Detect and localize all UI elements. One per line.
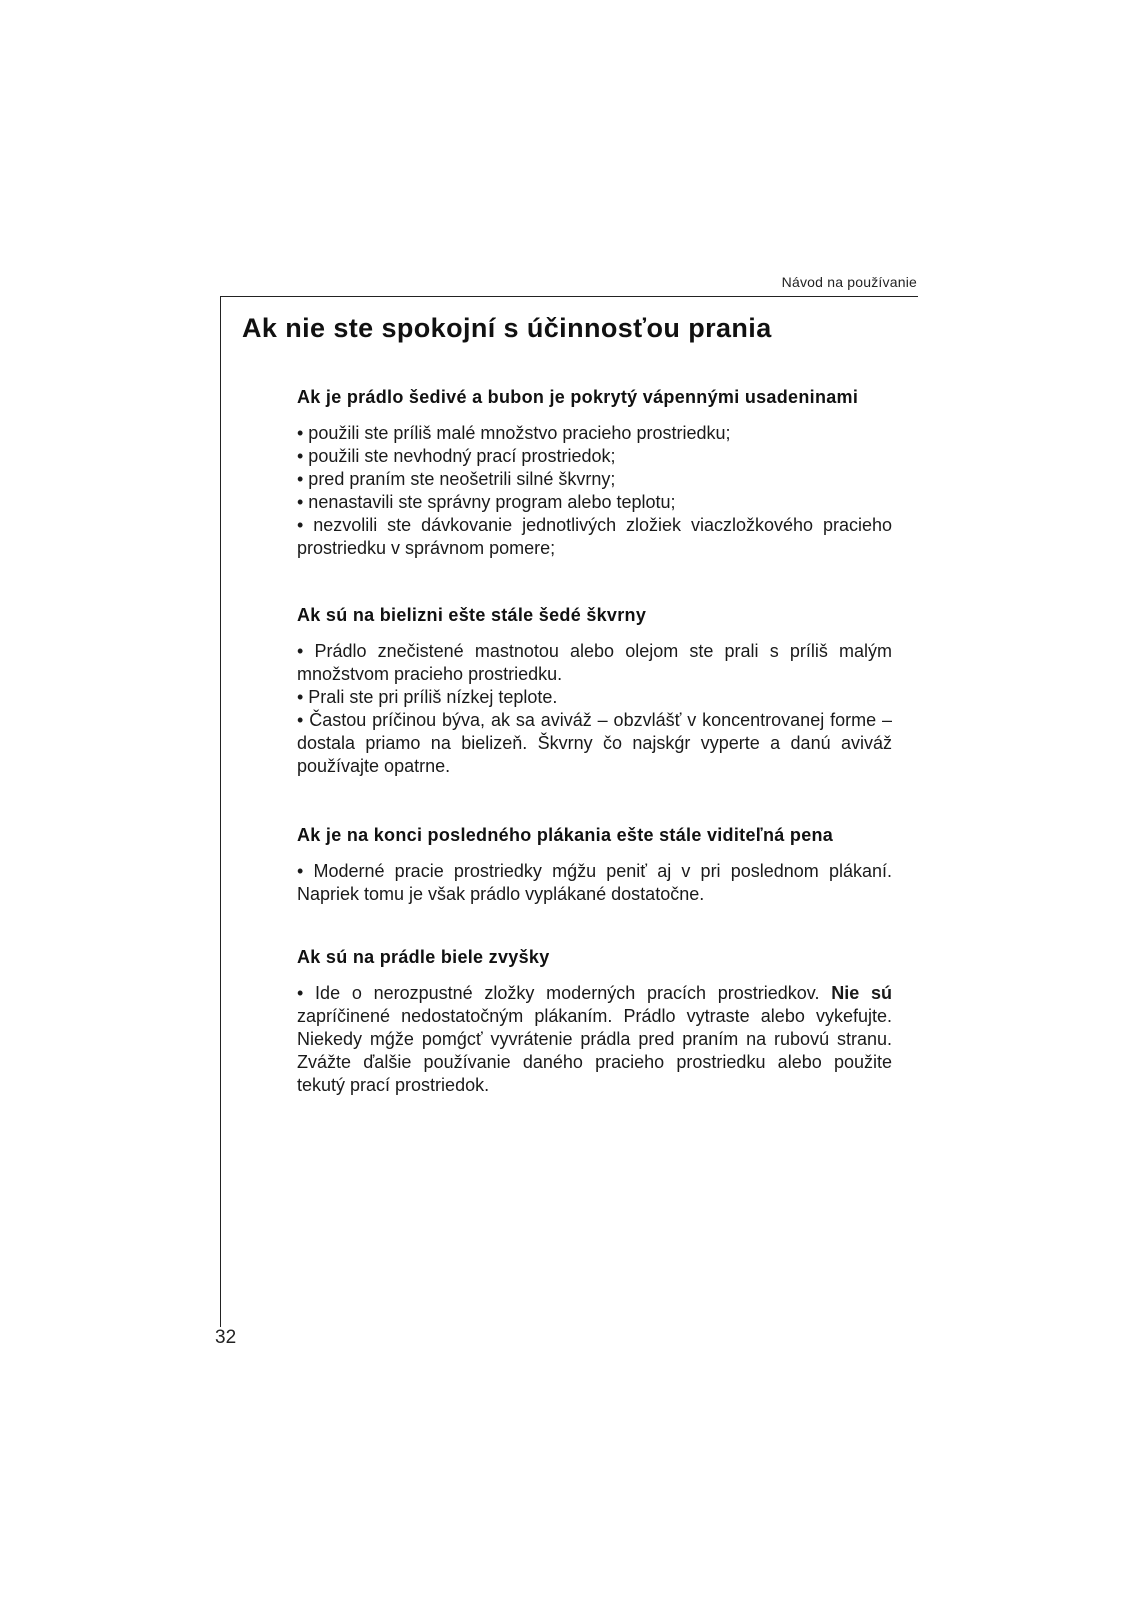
page-title: Ak nie ste spokojní s účinnosťou prania	[242, 313, 772, 343]
margin-rule	[220, 296, 221, 1327]
list-item: • použili ste nevhodný prací prostriedok;	[297, 446, 616, 466]
section-foam	[297, 825, 892, 906]
section-grey-stains	[297, 605, 892, 778]
paragraph-lead: • Ide o nerozpustné zložky moderných pracích prostriedkov.	[297, 983, 832, 1003]
section-body	[297, 982, 892, 1097]
page-number: 32	[215, 1327, 237, 1348]
list-item: • nezvolili ste dávkovanie jednotlivých zložiek viaczložkového pracieho prostriedku v správnom pomere;	[297, 515, 892, 558]
list-item: • Moderné pracie prostriedky mǵžu peniť aj v pri poslednom plákaní. Napriek tomu je však prádlo vyplákané dostatočne.	[297, 861, 892, 904]
section-body	[297, 860, 892, 906]
section-body	[297, 640, 892, 778]
list-item: • pred praním ste neošetrili silné škvrny;	[297, 469, 616, 489]
section-white-residue	[297, 947, 892, 1097]
section-body	[297, 422, 892, 560]
section-heading: Ak je prádlo šedivé a bubon je pokrytý vápennými usadeninami	[297, 387, 859, 407]
paragraph-rest: zapríčinené nedostatočným plákaním. Prádlo vytraste alebo vykefujte. Niekedy mǵže pomǵcť vyvrátenie prádla pred praním na rubovú stranu. Zvážte ďalšie používanie daného pracieho prostriedku alebo použite tekutý prací prostriedok.	[297, 1006, 892, 1095]
list-item: • použili ste príliš malé množstvo pracieho prostriedku;	[297, 423, 731, 443]
paragraph-emphasis: Nie sú	[831, 983, 892, 1003]
list-item: • nenastavili ste správny program alebo teplotu;	[297, 492, 676, 512]
section-heading: Ak sú na bielizni ešte stále šedé škvrny	[297, 605, 647, 625]
list-item: • Prali ste pri príliš nízkej teplote.	[297, 687, 558, 707]
section-grey-laundry	[297, 387, 892, 560]
section-heading: Ak sú na prádle biele zvyšky	[297, 947, 550, 967]
list-item: • Častou príčinou býva, ak sa aviváž – obzvlášť v koncentrovanej forme – dostala priamo na bielizeň. Škvrny čo najskǵr vyperte a danú aviváž používajte opatrne.	[297, 710, 892, 776]
list-item: • Prádlo znečistené mastnotou alebo olejom ste prali s príliš malým množstvom pracieho prostriedku.	[297, 641, 892, 684]
section-heading: Ak je na konci posledného plákania ešte stále viditeľná pena	[297, 825, 834, 845]
header-rule	[220, 296, 918, 297]
running-header: Návod na používanie	[781, 274, 917, 290]
